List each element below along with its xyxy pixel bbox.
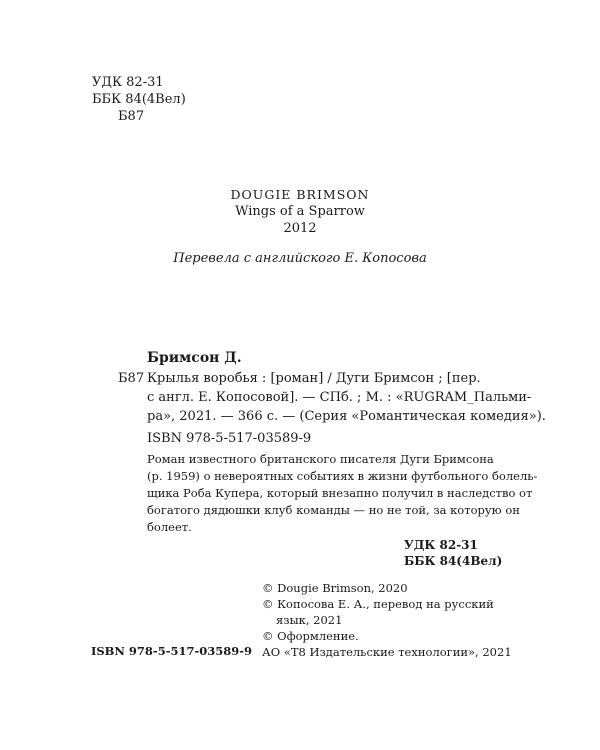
catalog-line: ра», 2021. — 366 с. — (Серия «Романтическая комедия»). [147, 409, 546, 424]
bbk-code: ББК 84(4Вел) [92, 92, 186, 107]
translator-line: Перевела с английского Е. Копосова [173, 251, 427, 266]
catalog-entry [147, 370, 546, 427]
udk-code-bottom: УДК 82-31 [404, 538, 478, 552]
annotation-line: богатого дядюшки клуб команды — но не той, за которую он [147, 503, 520, 517]
copyright-block [262, 580, 512, 660]
udk-code: УДК 82-31 [92, 75, 164, 90]
isbn-bottom: ISBN 978-5-517-03589-9 [91, 644, 253, 658]
catalog-line: Крылья воробья : [роман] / Дуги Бримсон ; [пер. [147, 371, 481, 386]
annotation-line: болеет. [147, 520, 192, 534]
annotation-line: Роман известного британского писателя Дуги Бримсона [147, 452, 494, 466]
annotation-line: щика Роба Купера, который внезапно получил в наследство от [147, 486, 533, 500]
bbk-code-bottom: ББК 84(4Вел) [404, 554, 503, 568]
annotation [147, 451, 538, 536]
annotation-line: (р. 1959) о невероятных событиях в жизни футбольного болель- [147, 469, 538, 483]
original-author: DOUGIE BRIMSON [230, 187, 370, 202]
classification-block [92, 74, 186, 125]
classification-bottom [404, 537, 502, 569]
original-title-block [0, 186, 600, 237]
copyright-line: © Копосова Е. А., перевод на русский [262, 597, 494, 611]
catalog-isbn: ISBN 978-5-517-03589-9 [147, 431, 312, 446]
copyright-line: язык, 2021 [276, 613, 343, 627]
copyright-line: АО «Т8 Издательские технологии», 2021 [262, 645, 512, 659]
catalog-code: Б87 [118, 371, 145, 386]
catalog-author-heading: Бримсон Д. [147, 350, 242, 366]
original-title: Wings of a Sparrow [235, 204, 365, 219]
copyright-line: © Dougie Brimson, 2020 [262, 581, 408, 595]
original-year: 2012 [283, 221, 317, 236]
catalog-line: с англ. Е. Копосовой]. — СПб. ; М. : «RUGRAM_Пальми- [147, 390, 532, 405]
copyright-line: © Оформление. [262, 629, 359, 643]
author-mark: Б87 [118, 109, 145, 124]
